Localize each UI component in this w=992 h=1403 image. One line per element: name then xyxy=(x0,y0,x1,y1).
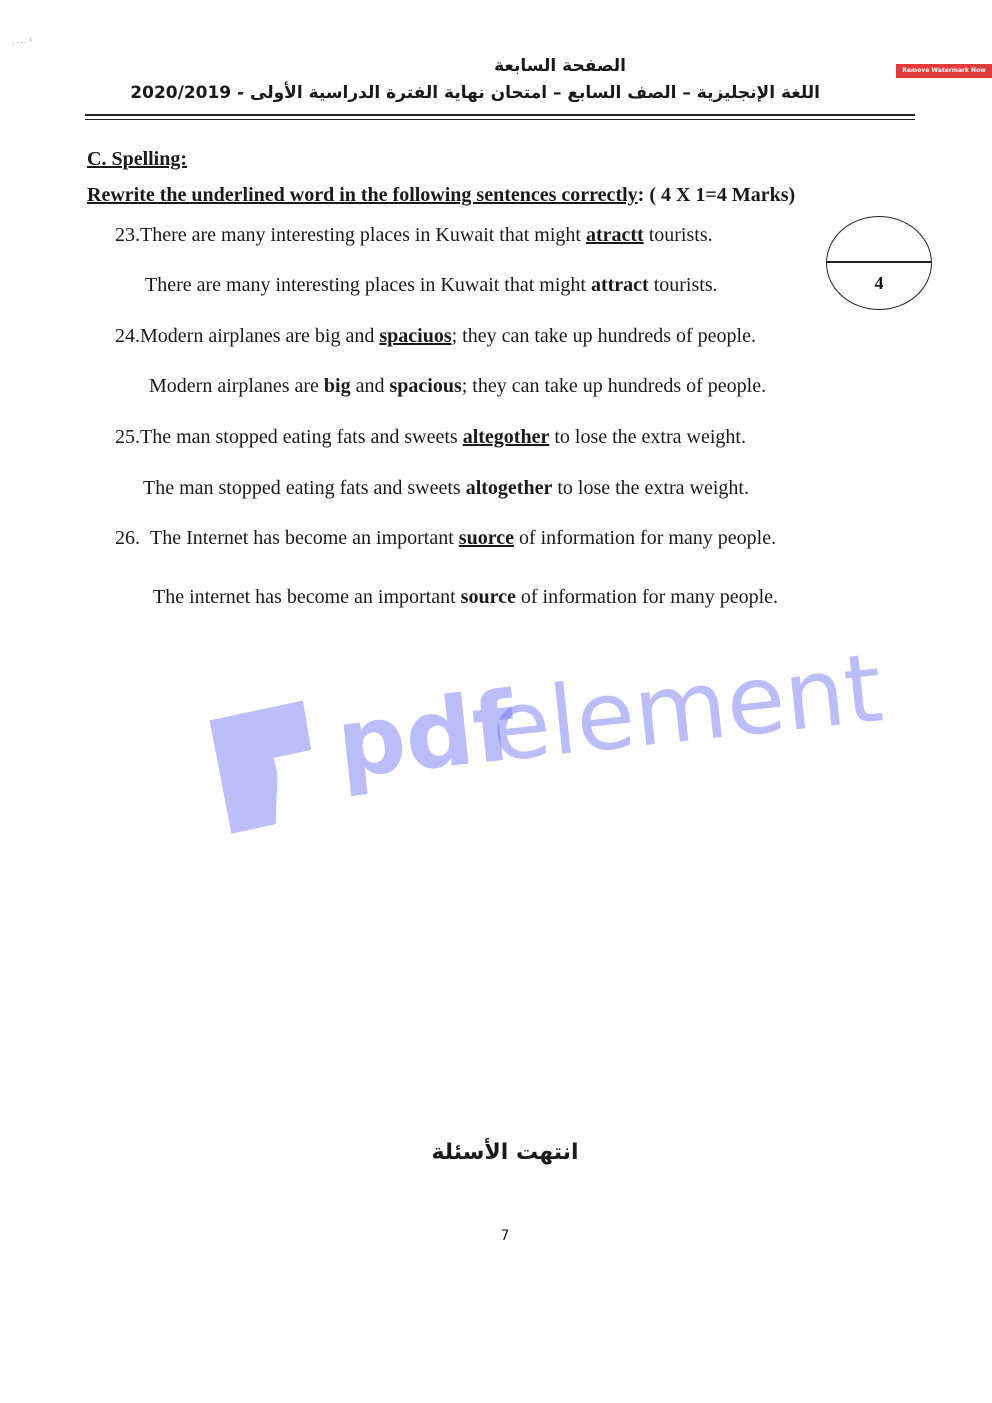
section-instruction xyxy=(87,184,795,207)
corrected-word: altogether xyxy=(465,477,553,499)
answer-text: Modern airplanes are xyxy=(149,375,324,397)
corrected-word: source xyxy=(460,586,516,608)
scan-artifact: ˌ . . . ^ xyxy=(12,36,33,45)
question-text: The man stopped eating fats and sweets xyxy=(140,426,463,448)
misspelled-word: altegother xyxy=(462,426,550,448)
answer-text: The internet has become an important xyxy=(153,586,461,608)
pdfelement-logo-icon xyxy=(208,700,319,835)
question-number: 26. xyxy=(115,527,140,549)
remove-watermark-button[interactable]: Remove Watermark Now xyxy=(896,64,992,78)
question-number: 24. xyxy=(115,325,140,347)
answer-text: ; they can take up hundreds of people. xyxy=(461,375,767,397)
watermark-brand-light: element xyxy=(486,633,888,784)
misspelled-word: spaciuos xyxy=(379,325,452,347)
page-title-arabic: الصفحة السابعة xyxy=(494,56,626,76)
corrected-word: attract xyxy=(590,274,649,296)
pdfelement-watermark xyxy=(200,610,888,810)
section-title: C. Spelling: xyxy=(87,148,188,170)
answer-text: of information for many people. xyxy=(515,586,779,608)
instruction-text: Rewrite the underlined word in the following sentences correctly xyxy=(87,184,638,206)
question-text: ; they can take up hundreds of people. xyxy=(451,325,756,347)
score-value: 4 xyxy=(874,273,884,293)
question-text: tourists. xyxy=(643,224,713,246)
question-text: Modern airplanes are big and xyxy=(140,325,380,347)
corrected-word: spacious xyxy=(389,375,462,397)
answer-text: and xyxy=(350,375,390,397)
answer-text: to lose the extra weight. xyxy=(552,477,749,499)
answer-26 xyxy=(153,586,778,609)
question-text: of information for many people. xyxy=(513,527,777,549)
question-23 xyxy=(115,224,713,247)
question-number: 23. xyxy=(115,224,140,246)
question-text: The Internet has become an important xyxy=(150,527,459,549)
misspelled-word: suorce xyxy=(458,527,514,549)
page-number: 7 xyxy=(500,1228,510,1244)
score-divider xyxy=(827,261,931,263)
marks-text: : ( 4 X 1=4 Marks) xyxy=(637,184,796,206)
header-divider xyxy=(85,114,915,116)
header-divider-thin xyxy=(85,119,915,120)
answer-text: There are many interesting places in Kuwait that might xyxy=(145,274,591,296)
question-text: to lose the extra weight. xyxy=(549,426,746,448)
exam-title-arabic: اللغة الإنجليزية – الصف السابع – امتحان نهاية الفترة الدراسية الأولى - 2020/2019 xyxy=(130,83,820,103)
question-26 xyxy=(115,527,776,550)
question-number: 25. xyxy=(115,426,140,448)
answer-23 xyxy=(145,274,718,297)
answer-24 xyxy=(149,375,766,398)
watermark-brand-bold: pdf xyxy=(332,671,520,800)
question-25 xyxy=(115,426,746,449)
question-24 xyxy=(115,325,756,348)
misspelled-word: atractt xyxy=(585,224,644,246)
answer-text: tourists. xyxy=(648,274,718,296)
score-circle xyxy=(826,216,932,310)
question-text: There are many interesting places in Kuwait that might xyxy=(140,224,586,246)
answer-text: The man stopped eating fats and sweets xyxy=(143,477,466,499)
answer-emphasis: big xyxy=(323,375,351,397)
answer-25 xyxy=(143,477,749,500)
end-of-questions: انتهت الأسئلة xyxy=(431,1140,579,1165)
